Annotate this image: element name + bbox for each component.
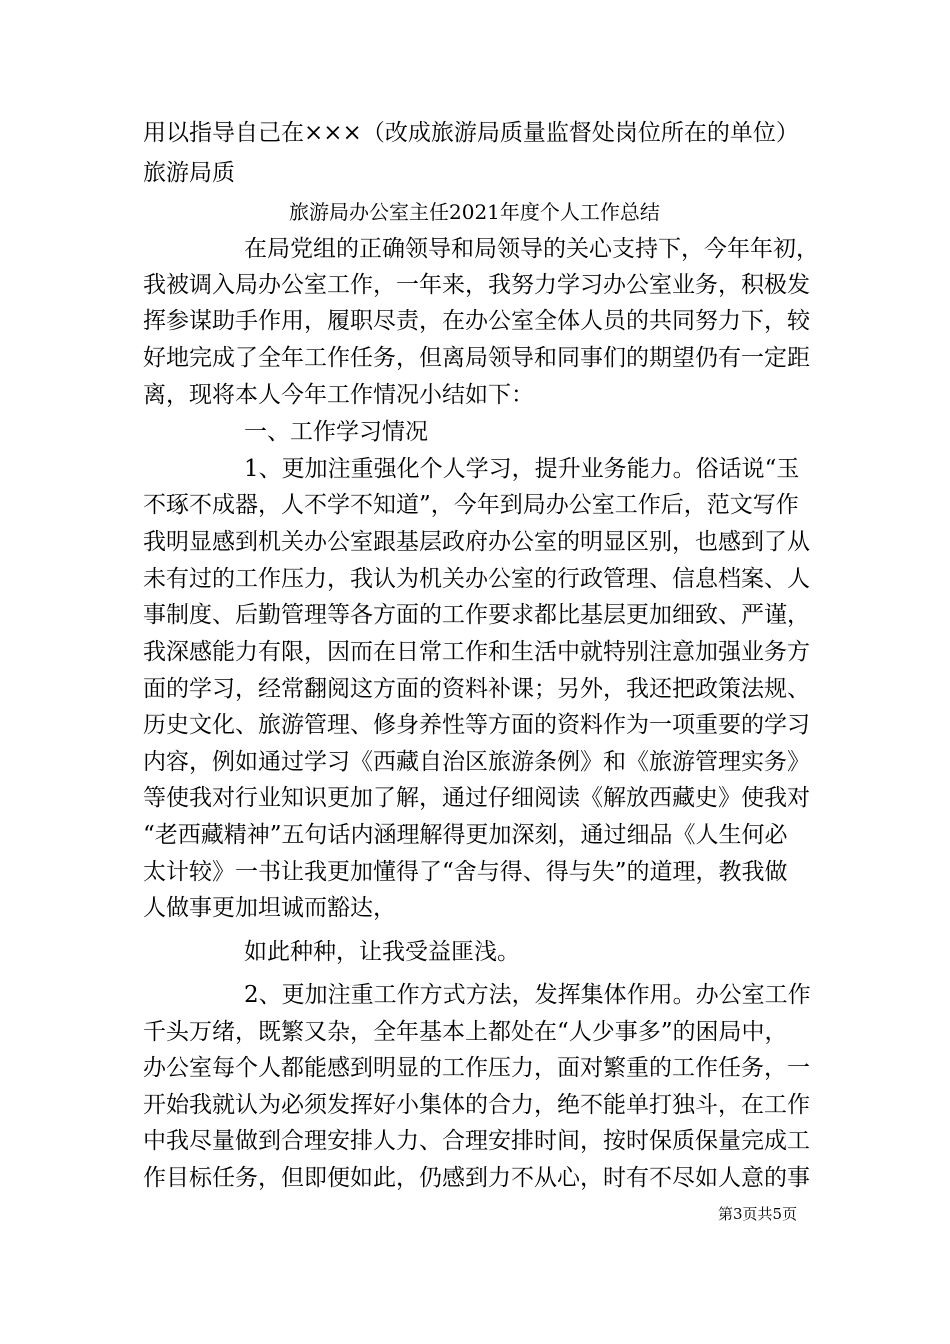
paragraph-line: 太计较》一书让我更加懂得了“舍与得、得与失”的道理，教我做 xyxy=(143,859,788,885)
paragraph-line: “老西藏精神”五句话内涵理解得更加深刻，通过细品《人生何必 xyxy=(143,822,788,848)
paragraph-line: 办公室每个人都能感到明显的工作压力，面对繁重的工作任务，一 xyxy=(143,1055,810,1081)
paragraph-line: 历史文化、旅游管理、修身养性等方面的资料作为一项重要的学习 xyxy=(143,712,810,738)
paragraph-line: 我深感能力有限，因而在日常工作和生活中就特别注意加强业务方 xyxy=(143,639,810,665)
paragraph-line: 等使我对行业知识更加了解，通过仔细阅读《解放西藏史》使我对 xyxy=(143,785,810,811)
paragraph-line: 面的学习，经常翻阅这方面的资料补课；另外，我还把政策法规、 xyxy=(143,676,810,702)
paragraph-line: 人做事更加坦诚而豁达， xyxy=(143,895,396,921)
text-line: 用以指导自己在×××（改成旅游局质量监督处岗位所在的单位） xyxy=(143,120,799,146)
paragraph-line: 1、更加注重强化个人学习，提升业务能力。俗话说“玉 xyxy=(244,456,800,482)
paragraph-line: 开始我就认为必须发挥好小集体的合力，绝不能单打独斗，在工作 xyxy=(143,1092,810,1118)
document-title: 旅游局办公室主任2021年度个人工作总结 xyxy=(289,200,660,224)
section-heading: 一、工作学习情况 xyxy=(244,419,428,445)
paragraph-line: 未有过的工作压力，我认为机关办公室的行政管理、信息档案、人 xyxy=(143,566,810,592)
page-number-footer: 第3页共5页 xyxy=(718,1205,798,1223)
paragraph-line: 千头万绪，既繁又杂，全年基本上都处在“人少事多”的困局中， xyxy=(143,1019,788,1045)
paragraph-line: 挥参谋助手作用，履职尽责，在办公室全体人员的共同努力下，较 xyxy=(143,308,810,334)
paragraph-line: 离，现将本人今年工作情况小结如下： xyxy=(143,382,534,408)
paragraph-line: 内容，例如通过学习《西藏自治区旅游条例》和《旅游管理实务》 xyxy=(143,749,810,775)
paragraph-line: 好地完成了全年工作任务，但离局领导和同事们的期望仍有一定距 xyxy=(143,345,810,371)
text-line: 旅游局质 xyxy=(143,160,235,186)
paragraph-line: 不琢不成器，人不学不知道”，今年到局办公室工作后，范文写作 xyxy=(143,492,799,518)
paragraph-line: 作目标任务，但即便如此，仍感到力不从心，时有不尽如人意的事 xyxy=(143,1165,810,1191)
paragraph-line: 事制度、后勤管理等各方面的工作要求都比基层更加细致、严谨， xyxy=(143,602,810,628)
paragraph-line: 我明显感到机关办公室跟基层政府办公室的明显区别，也感到了从 xyxy=(143,529,810,555)
paragraph-line: 我被调入局办公室工作，一年来，我努力学习办公室业务，积极发 xyxy=(143,272,810,298)
paragraph-line: 中我尽量做到合理安排人力、合理安排时间，按时保质保量完成工 xyxy=(143,1128,810,1154)
paragraph-line: 2、更加注重工作方式方法，发挥集体作用。办公室工作 xyxy=(244,982,811,1008)
paragraph-line: 在局党组的正确领导和局领导的关心支持下，今年年初， xyxy=(244,236,819,262)
paragraph-line: 如此种种，让我受益匪浅。 xyxy=(244,939,520,965)
